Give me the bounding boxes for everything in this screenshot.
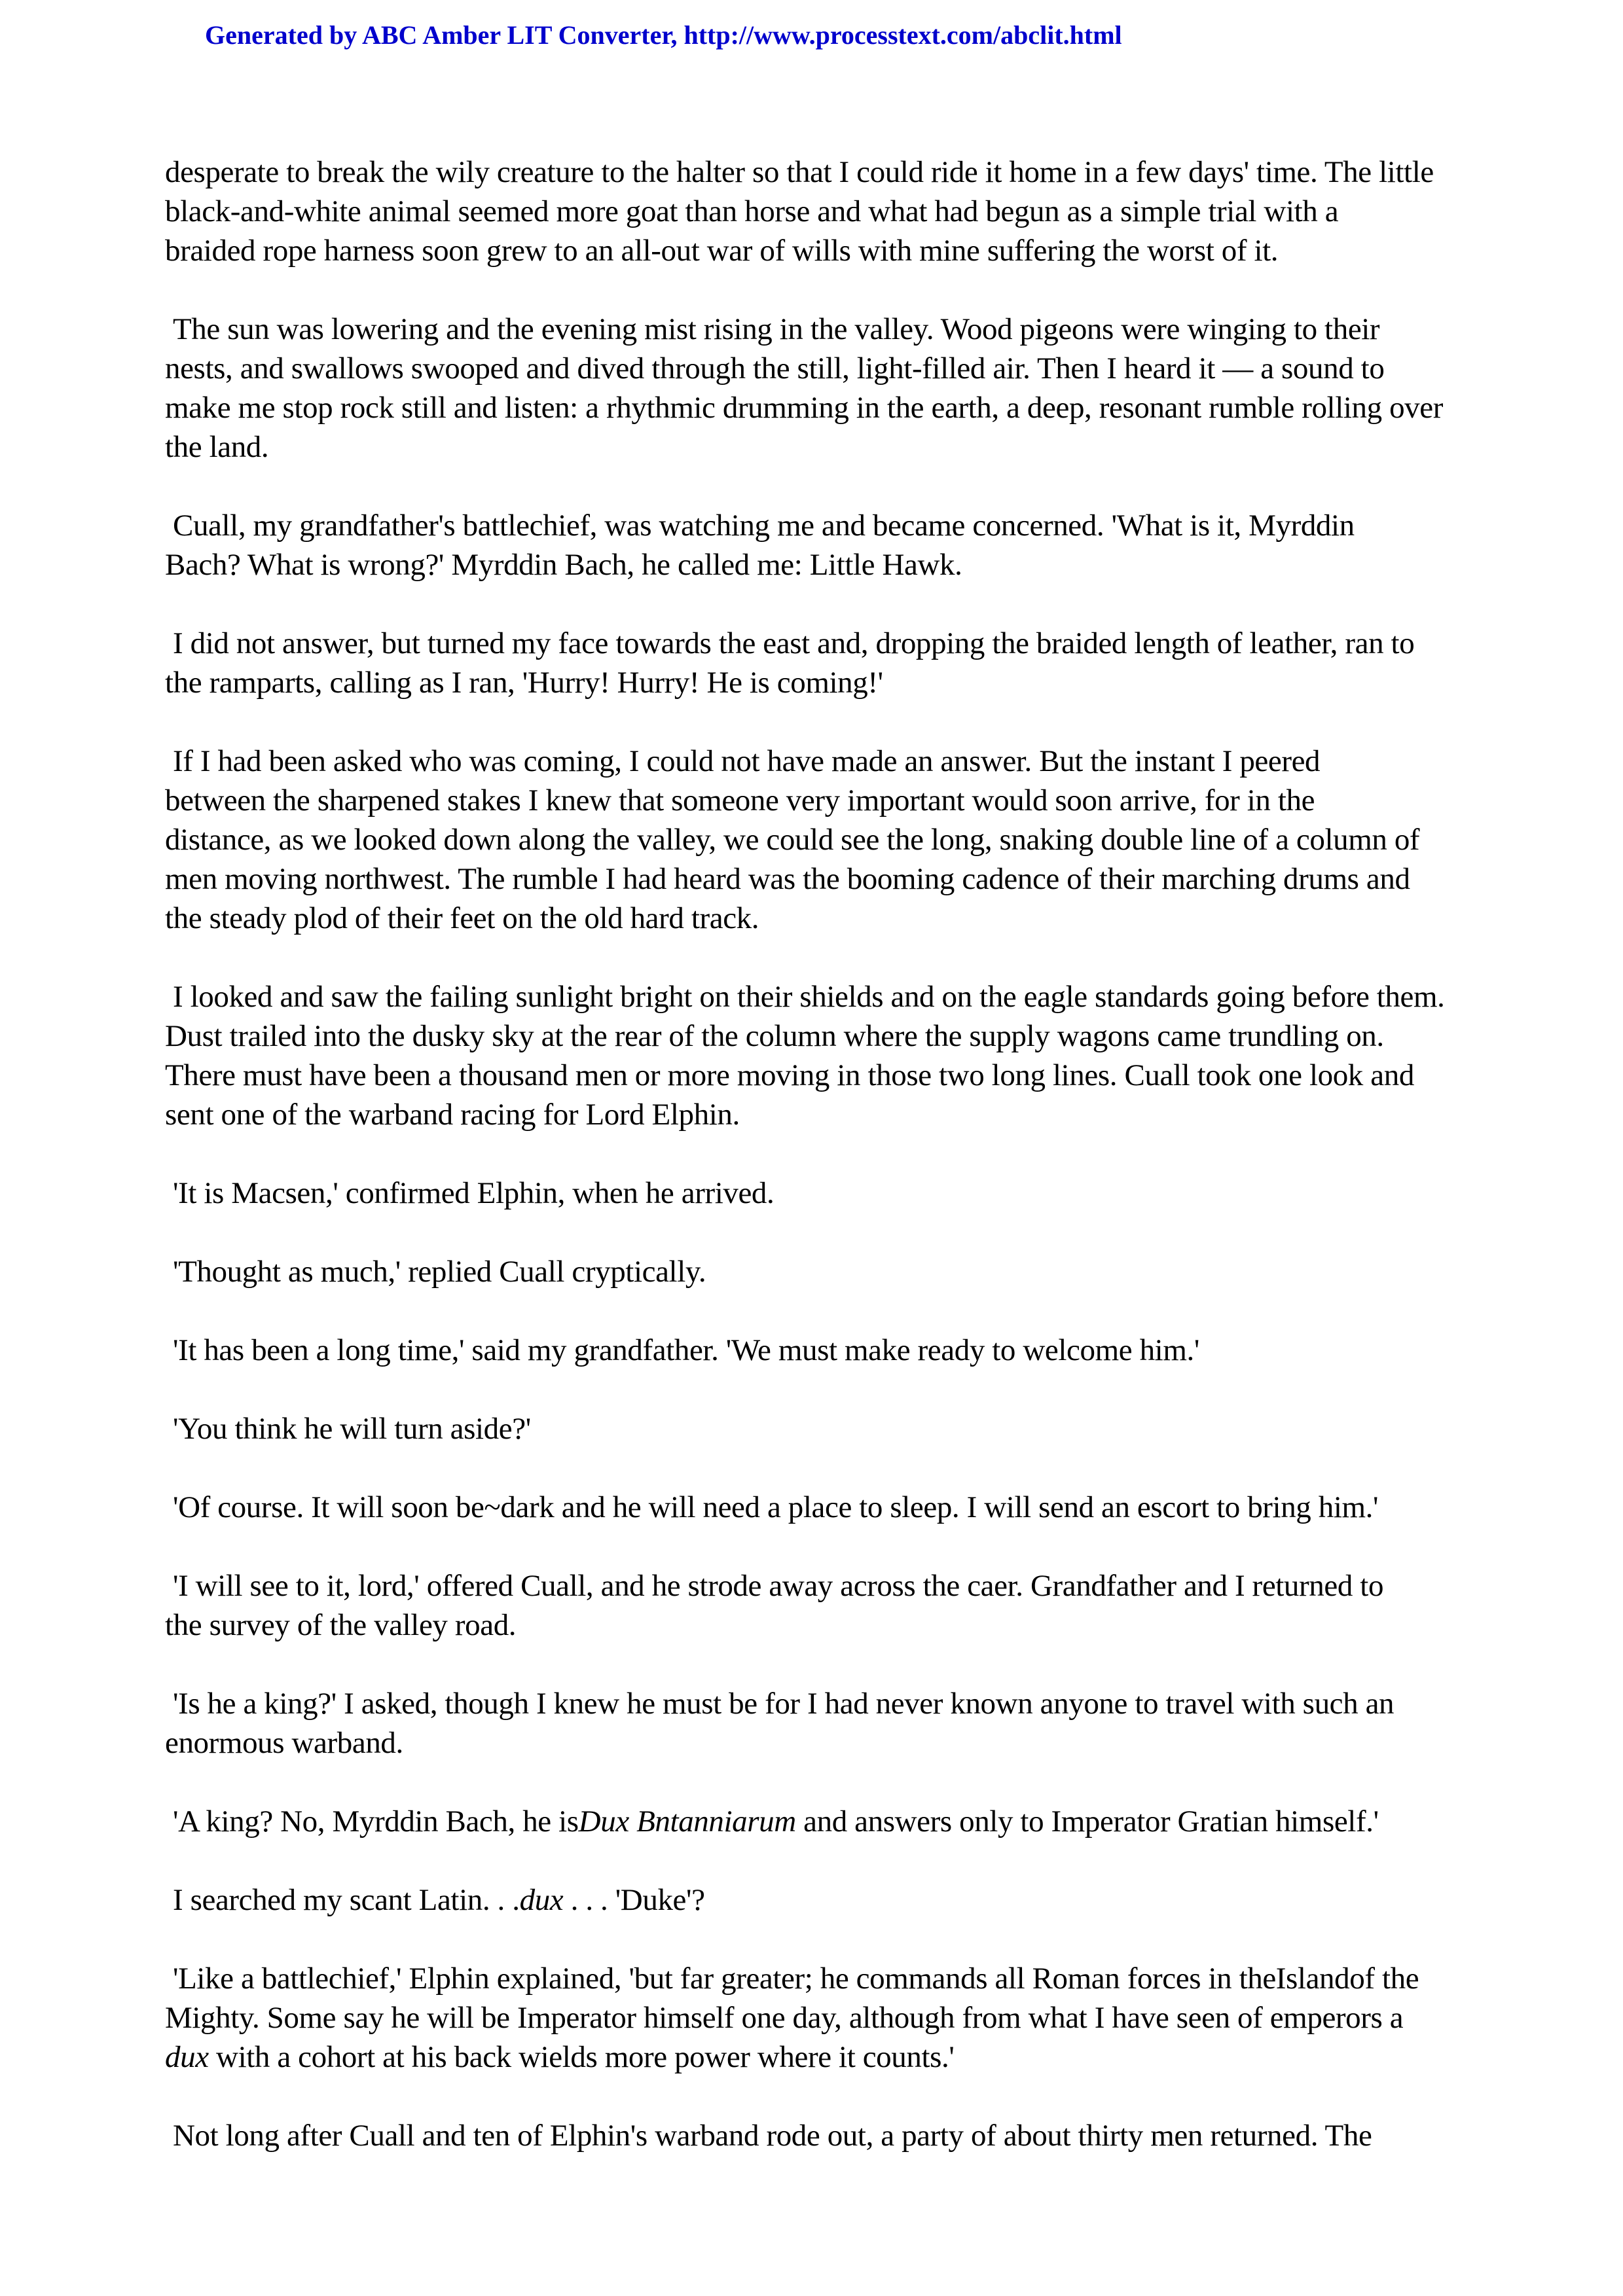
text-line: 'It has been a long time,' said my grandfather. 'We must make ready to welcome him.'	[173, 1333, 1199, 1367]
text-line: The sun was lowering and the evening mist rising in the valley. Wood pigeons were winging to their	[173, 312, 1380, 346]
document-body	[165, 152, 1474, 2155]
text-line: Dust trailed into the dusky sky at the rear of the column where the supply wagons came trundling on.	[165, 1019, 1384, 1053]
text-line: Cuall, my grandfather's battlechief, was watching me and became concerned. 'What is it, Myrddin	[173, 509, 1355, 543]
text-line: the ramparts, calling as I ran, 'Hurry! Hurry! He is coming!'	[165, 666, 883, 700]
paragraph	[165, 310, 1474, 467]
text-line: between the sharpened stakes I knew that someone very important would soon arrive, for in the	[165, 783, 1315, 817]
text-line: 'It is Macsen,' confirmed Elphin, when he arrived.	[173, 1176, 775, 1210]
paragraph	[165, 1684, 1474, 1763]
paragraph	[165, 1880, 1474, 1920]
text-line: 'Thought as much,' replied Cuall cryptically.	[173, 1255, 706, 1289]
paragraph	[165, 1252, 1474, 1291]
text-line: braided rope harness soon grew to an all-out war of wills with mine suffering the worst of it.	[165, 234, 1279, 268]
text-line	[165, 1880, 1474, 1920]
text-run: with a cohort at his back wields more power where it counts.'	[208, 2040, 955, 2074]
text-run: . . . 'Duke'?	[563, 1883, 705, 1917]
text-line: sent one of the warband racing for Lord Elphin.	[165, 1098, 740, 1132]
paragraph	[165, 1409, 1474, 1448]
text-line: There must have been a thousand men or more moving in those two long lines. Cuall took one look and	[165, 1058, 1414, 1092]
text-line: 'Of course. It will soon be~dark and he will need a place to sleep. I will send an escort to bring him.'	[173, 1490, 1379, 1524]
paragraph	[165, 1331, 1474, 1370]
paragraph	[165, 506, 1474, 584]
text-line	[165, 1802, 1474, 1841]
text-line: 'You think he will turn aside?'	[173, 1412, 531, 1446]
text-line: the land.	[165, 430, 269, 464]
text-line: Bach? What is wrong?' Myrddin Bach, he called me: Little Hawk.	[165, 548, 962, 582]
text-line: desperate to break the wily creature to the halter so that I could ride it home in a few days' time. The little	[165, 155, 1434, 189]
text-line: I did not answer, but turned my face towards the east and, dropping the braided length of leather, ran to	[173, 626, 1415, 660]
italic-text: Dux Bntanniarum	[578, 1804, 796, 1839]
text-run: and answers only to Imperator Gratian himself.'	[795, 1804, 1379, 1839]
text-line: make me stop rock still and listen: a rhythmic drumming in the earth, a deep, resonant rumble rolling over	[165, 391, 1443, 425]
text-run: I searched my scant Latin. . .	[173, 1883, 520, 1917]
text-line: I looked and saw the failing sunlight bright on their shields and on the eagle standards going before them.	[173, 980, 1445, 1014]
paragraph	[165, 1488, 1474, 1527]
text-line: 'I will see to it, lord,' offered Cuall, and he strode away across the caer. Grandfather and I returned to	[173, 1569, 1384, 1603]
text-line: 'Like a battlechief,' Elphin explained, 'but far greater; he commands all Roman forces in theIslandof the	[173, 1962, 1419, 1996]
italic-text: dux	[519, 1883, 564, 1917]
text-run: 'A king? No, Myrddin Bach, he is	[173, 1804, 579, 1839]
paragraph	[165, 624, 1474, 702]
text-line: 'Is he a king?' I asked, though I knew he must be for I had never known anyone to travel with such an	[173, 1687, 1395, 1721]
text-line: distance, as we looked down along the valley, we could see the long, snaking double line of a column of	[165, 823, 1420, 857]
text-line: enormous warband.	[165, 1726, 403, 1760]
paragraph	[165, 1174, 1474, 1213]
paragraph	[165, 742, 1474, 938]
text-line: Mighty. Some say he will be Imperator himself one day, although from what I have seen of emperors a	[165, 2001, 1404, 2035]
paragraph	[165, 1566, 1474, 1645]
text-line: the survey of the valley road.	[165, 1608, 517, 1642]
paragraph	[165, 2116, 1474, 2155]
text-line	[165, 2037, 1474, 2077]
paragraph	[165, 152, 1474, 270]
paragraph	[165, 1802, 1474, 1841]
text-line: black-and-white animal seemed more goat than horse and what had begun as a simple trial with a	[165, 194, 1339, 228]
text-line: If I had been asked who was coming, I could not have made an answer. But the instant I peered	[173, 744, 1321, 778]
text-line: men moving northwest. The rumble I had heard was the booming cadence of their marching drums and	[165, 862, 1410, 896]
text-line: nests, and swallows swooped and dived through the still, light-filled air. Then I heard it — a sound to	[165, 351, 1385, 386]
italic-text: dux	[165, 2040, 209, 2074]
paragraph	[165, 1959, 1474, 2077]
text-line: Not long after Cuall and ten of Elphin's warband rode out, a party of about thirty men returned. The	[173, 2119, 1372, 2153]
text-line: the steady plod of their feet on the old hard track.	[165, 901, 759, 935]
paragraph	[165, 977, 1474, 1134]
converter-header: Generated by ABC Amber LIT Converter, http://www.processtext.com/abclit.html	[205, 20, 1122, 50]
